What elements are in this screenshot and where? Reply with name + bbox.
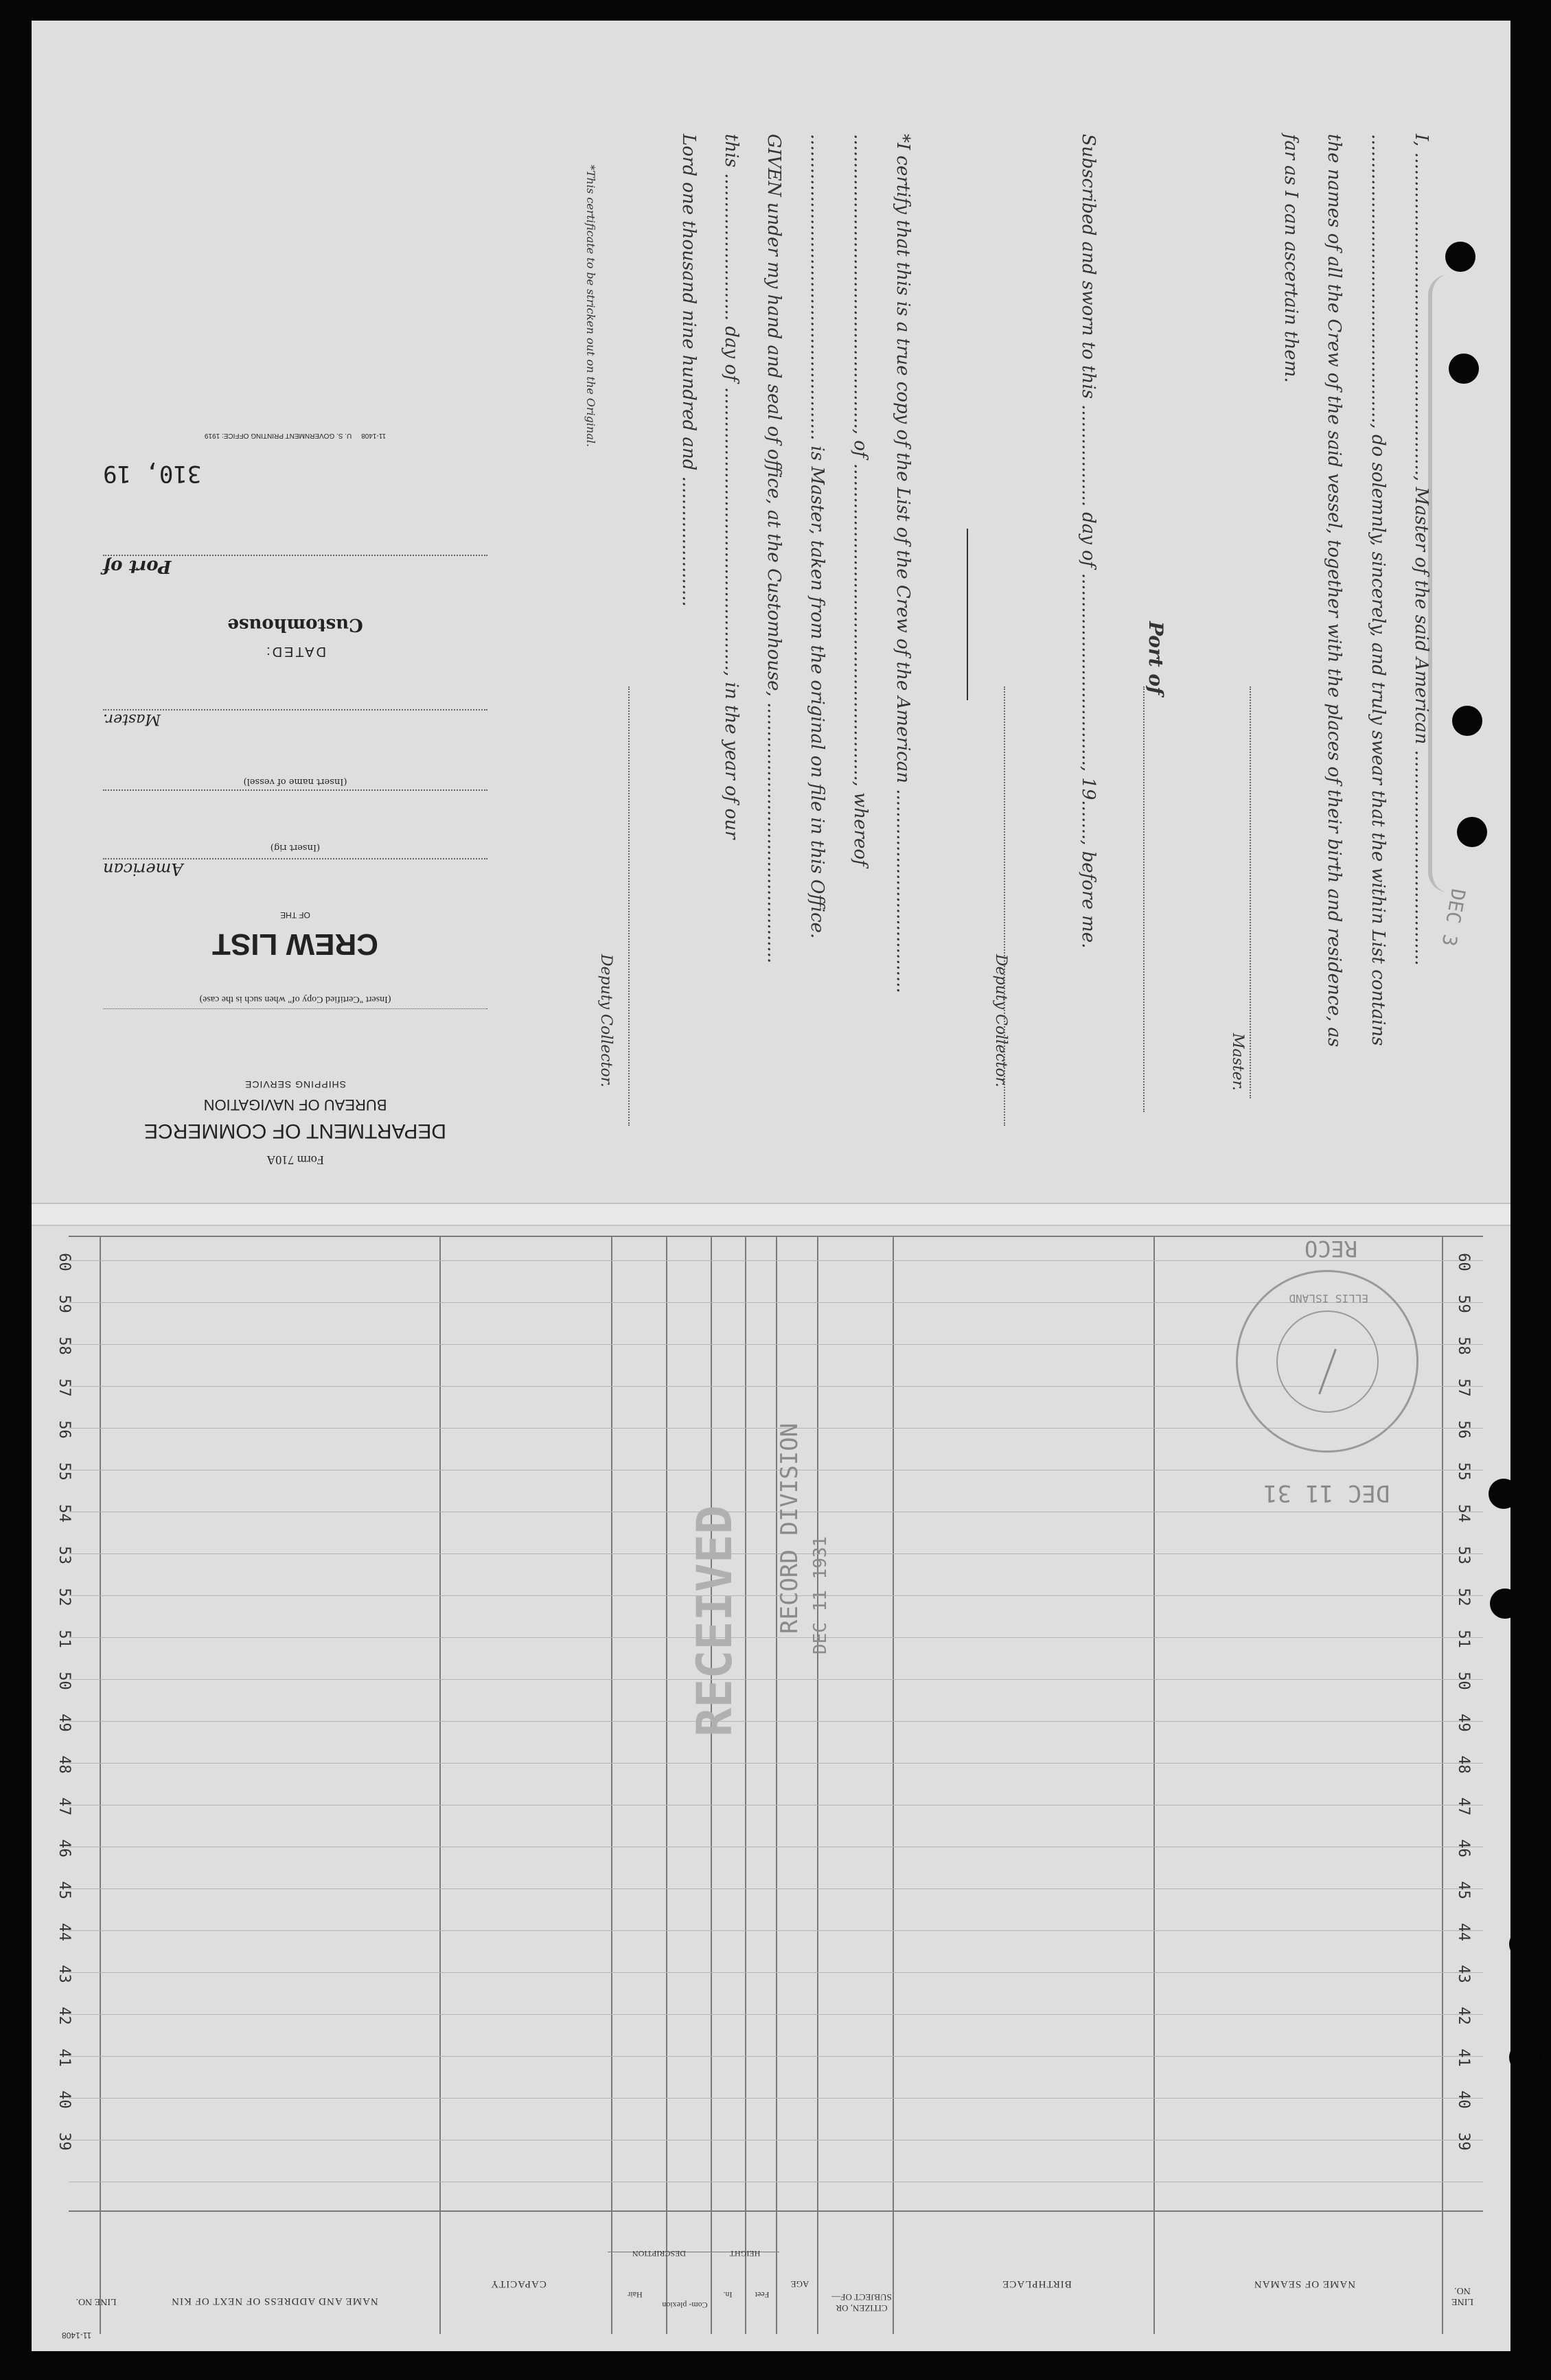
line-number-left: 51 <box>55 1630 73 1648</box>
line-number-right: 40 <box>1454 2090 1472 2109</box>
master-signature-line <box>1250 686 1251 1098</box>
line-number-left: 60 <box>55 1253 73 1271</box>
col-sep <box>439 1236 441 2334</box>
col-sep <box>745 1236 746 2334</box>
header-complexion: Com- plexion <box>662 2300 708 2310</box>
deputy-collector-1: Deputy Collector. <box>992 954 1009 1087</box>
header-age: AGE <box>790 2279 809 2289</box>
line-number-left: 43 <box>55 1965 73 1983</box>
punch-hole <box>1490 1588 1520 1619</box>
record-division-stamp: RECORD DIVISION <box>776 1422 803 1634</box>
header-height: HEIGHT <box>729 2249 761 2258</box>
this-day-line: this .......................... day of .................................................., in the year of our <box>721 134 742 840</box>
port-of-line <box>1143 686 1145 1112</box>
cert-line-4: far as I can ascertain them. <box>1280 134 1301 383</box>
certified-note: (Insert "Certified Copy of" when such is the case) <box>103 993 487 1009</box>
col-sep <box>100 1236 101 2334</box>
line-number-right: 42 <box>1454 2007 1472 2025</box>
col-sep <box>1153 1236 1155 2334</box>
line-number-right: 39 <box>1454 2132 1472 2151</box>
row-line <box>69 1972 1483 1973</box>
line-number-right: 51 <box>1454 1630 1472 1648</box>
line-number-left: 49 <box>55 1713 73 1732</box>
reco-stamp: RECO <box>1305 1236 1358 1262</box>
row-line <box>69 1679 1483 1680</box>
line-number-left: 59 <box>55 1295 73 1313</box>
separator-rule <box>967 529 968 700</box>
dec3-stamp: DEC 3 <box>1437 887 1470 948</box>
port-of-cover-text: Port of <box>103 556 172 577</box>
line-number-right: 55 <box>1454 1462 1472 1481</box>
master-cover <box>103 709 487 728</box>
punch-hole <box>1509 2042 1539 2072</box>
handwriting-ghost <box>1428 275 1501 892</box>
row-line <box>69 2056 1483 2057</box>
lord-line: Lord one thousand nine hundred and ....................... <box>678 134 699 607</box>
line-number-left: 41 <box>55 2048 73 2067</box>
handwritten-date: 310, 19 <box>103 460 202 487</box>
dated-label: DATED: <box>264 644 326 659</box>
certify-line-2: ...................................................., of ........................................................, whereof <box>850 134 871 866</box>
certify-line-3: ...................................................... is Master, taken from the original on file in this Office. <box>807 134 827 939</box>
cert-line-3: the names of all the Crew of the said vessel, together with the places of their birth and residence, as <box>1324 134 1344 1048</box>
certify-line-1: *I certify that this is a true copy of the List of the Crew of the American .................................... <box>893 134 913 993</box>
line-number-left: 40 <box>55 2090 73 2109</box>
cert-line-2: ..................................................., do solemnly, sincerely, and truly swear that the within List contains <box>1368 134 1388 1046</box>
line-number-left: 52 <box>55 1588 73 1606</box>
deputy-line-1 <box>1004 686 1005 1126</box>
given-line: GIVEN under my hand and seal of office, at the Customhouse, .............................................. <box>763 134 784 964</box>
line-number-left: 48 <box>55 1755 73 1774</box>
punch-hole <box>1489 1479 1519 1509</box>
port-of-cover <box>103 555 487 577</box>
row-line <box>69 1930 1483 1931</box>
line-number-right: 43 <box>1454 1965 1472 1983</box>
header-name-of-seaman: NAME OF SEAMAN <box>1253 2278 1356 2289</box>
deputy-line-2 <box>628 686 630 1126</box>
ellis-island-round-stamp <box>1236 1270 1418 1453</box>
printing-office-text: U. S. GOVERNMENT PRINTING OFFICE: 1919 <box>204 432 352 439</box>
line-number-left: 58 <box>55 1337 73 1355</box>
insert-rig: (Insert rig) <box>270 842 321 853</box>
header-next-of-kin: NAME AND ADDRESS OF NEXT OF KIN <box>171 2296 378 2307</box>
ellis-island-text: ELLIS ISLAND <box>1289 1292 1368 1305</box>
line-number-right: 49 <box>1454 1713 1472 1732</box>
line-number-right: 57 <box>1454 1378 1472 1397</box>
header-hair: Hair <box>628 2290 643 2300</box>
table-header <box>69 2224 1483 2327</box>
col-sep <box>817 1236 818 2334</box>
customhouse-label: Customhouse <box>227 614 363 635</box>
line-number-left: 42 <box>55 2007 73 2025</box>
line-number-right: 60 <box>1454 1253 1472 1271</box>
department-title: DEPARTMENT OF COMMERCE <box>143 1120 447 1142</box>
fold-line <box>32 1203 1510 1226</box>
punch-hole <box>1509 1929 1539 1959</box>
footnote: *This certificate to be stricken out on the Original. <box>584 165 597 448</box>
line-number-right: 53 <box>1454 1546 1472 1564</box>
line-number-right: 46 <box>1454 1839 1472 1858</box>
col-sep <box>611 1236 612 2334</box>
american-text: American <box>103 859 183 879</box>
line-number-left: 39 <box>55 2132 73 2151</box>
deputy-collector-2: Deputy Collector. <box>597 954 614 1087</box>
row-line <box>69 2098 1483 2099</box>
header-citizen: CITIZEN, OR SUBJECT OF— <box>831 2292 892 2313</box>
line-number-right: 45 <box>1454 1881 1472 1899</box>
american-label <box>103 858 487 879</box>
line-number-left: 44 <box>55 1923 73 1941</box>
line-number-right: 54 <box>1454 1504 1472 1523</box>
line-number-left: 53 <box>55 1546 73 1564</box>
line-number-left: 57 <box>55 1378 73 1397</box>
header-birthplace: BIRTHPLACE <box>1002 2278 1072 2289</box>
line-number-left: 54 <box>55 1504 73 1523</box>
line-number-right: 58 <box>1454 1337 1472 1355</box>
row-line <box>69 1637 1483 1638</box>
clock-face-icon <box>1276 1310 1379 1413</box>
header-line-no-right: LINE NO. <box>76 2296 117 2307</box>
col-sep <box>893 1236 894 2334</box>
received-stamp: RECEIVED <box>687 1505 743 1737</box>
line-number-right: 59 <box>1454 1295 1472 1313</box>
dec11-1931-stamp: DEC 11 1931 <box>810 1536 831 1654</box>
line-number-left: 55 <box>55 1462 73 1481</box>
row-line <box>69 1260 1483 1261</box>
col-sep <box>1442 1236 1443 2334</box>
cert-line-1: I, ........................................................., Master of the said American ...................................... <box>1411 134 1432 966</box>
master-label: Master. <box>1229 1033 1246 1091</box>
sworn-line: Subscribed and sworn to this .................. day of .................................., 19......., before me. <box>1078 134 1099 949</box>
table-code: 11-1408 <box>62 2331 92 2340</box>
insert-vessel: (Insert name of vessel) <box>103 776 487 791</box>
line-number-right: 47 <box>1454 1797 1472 1816</box>
punch-hole <box>1445 242 1475 272</box>
bureau-title: BUREAU OF NAVIGATION <box>203 1096 387 1113</box>
header-description: DESCRIPTION <box>632 2249 687 2258</box>
line-number-right: 50 <box>1454 1672 1472 1690</box>
line-number-right: 52 <box>1454 1588 1472 1606</box>
service-title: SHIPPING SERVICE <box>244 1079 347 1090</box>
dec11-stamp: DEC 11 31 <box>1263 1479 1390 1507</box>
col-sep <box>776 1236 777 2334</box>
line-number-right: 56 <box>1454 1420 1472 1439</box>
row-line <box>69 1721 1483 1722</box>
line-number-right: 48 <box>1454 1755 1472 1774</box>
row-line <box>69 1763 1483 1764</box>
printing-office <box>103 432 487 439</box>
line-number-left: 50 <box>55 1672 73 1690</box>
col-sep <box>711 1236 712 2334</box>
row-line <box>69 1888 1483 1889</box>
port-of-label: Port of <box>1145 621 1167 695</box>
printing-code: 11-1408 <box>361 432 387 439</box>
master-cover-text: Master. <box>103 710 161 728</box>
row-line <box>69 2014 1483 2015</box>
line-number-left: 46 <box>55 1839 73 1858</box>
header-capacity: CAPACITY <box>490 2278 547 2289</box>
line-number-right: 41 <box>1454 2048 1472 2067</box>
crew-list-title: CREW LIST <box>212 927 378 961</box>
cover-block <box>103 206 487 1167</box>
form-number: Form 710A <box>266 1153 324 1167</box>
header-line-no-left: LINE NO. <box>1451 2285 1473 2307</box>
col-sep <box>666 1236 667 2334</box>
header-feet: Feet <box>755 2290 770 2300</box>
line-number-left: 47 <box>55 1797 73 1816</box>
header-band <box>69 2210 1483 2212</box>
line-number-left: 45 <box>55 1881 73 1899</box>
line-number-left: 56 <box>55 1420 73 1439</box>
header-inches: In. <box>723 2290 733 2300</box>
of-the: OF THE <box>280 910 310 920</box>
line-number-right: 44 <box>1454 1923 1472 1941</box>
